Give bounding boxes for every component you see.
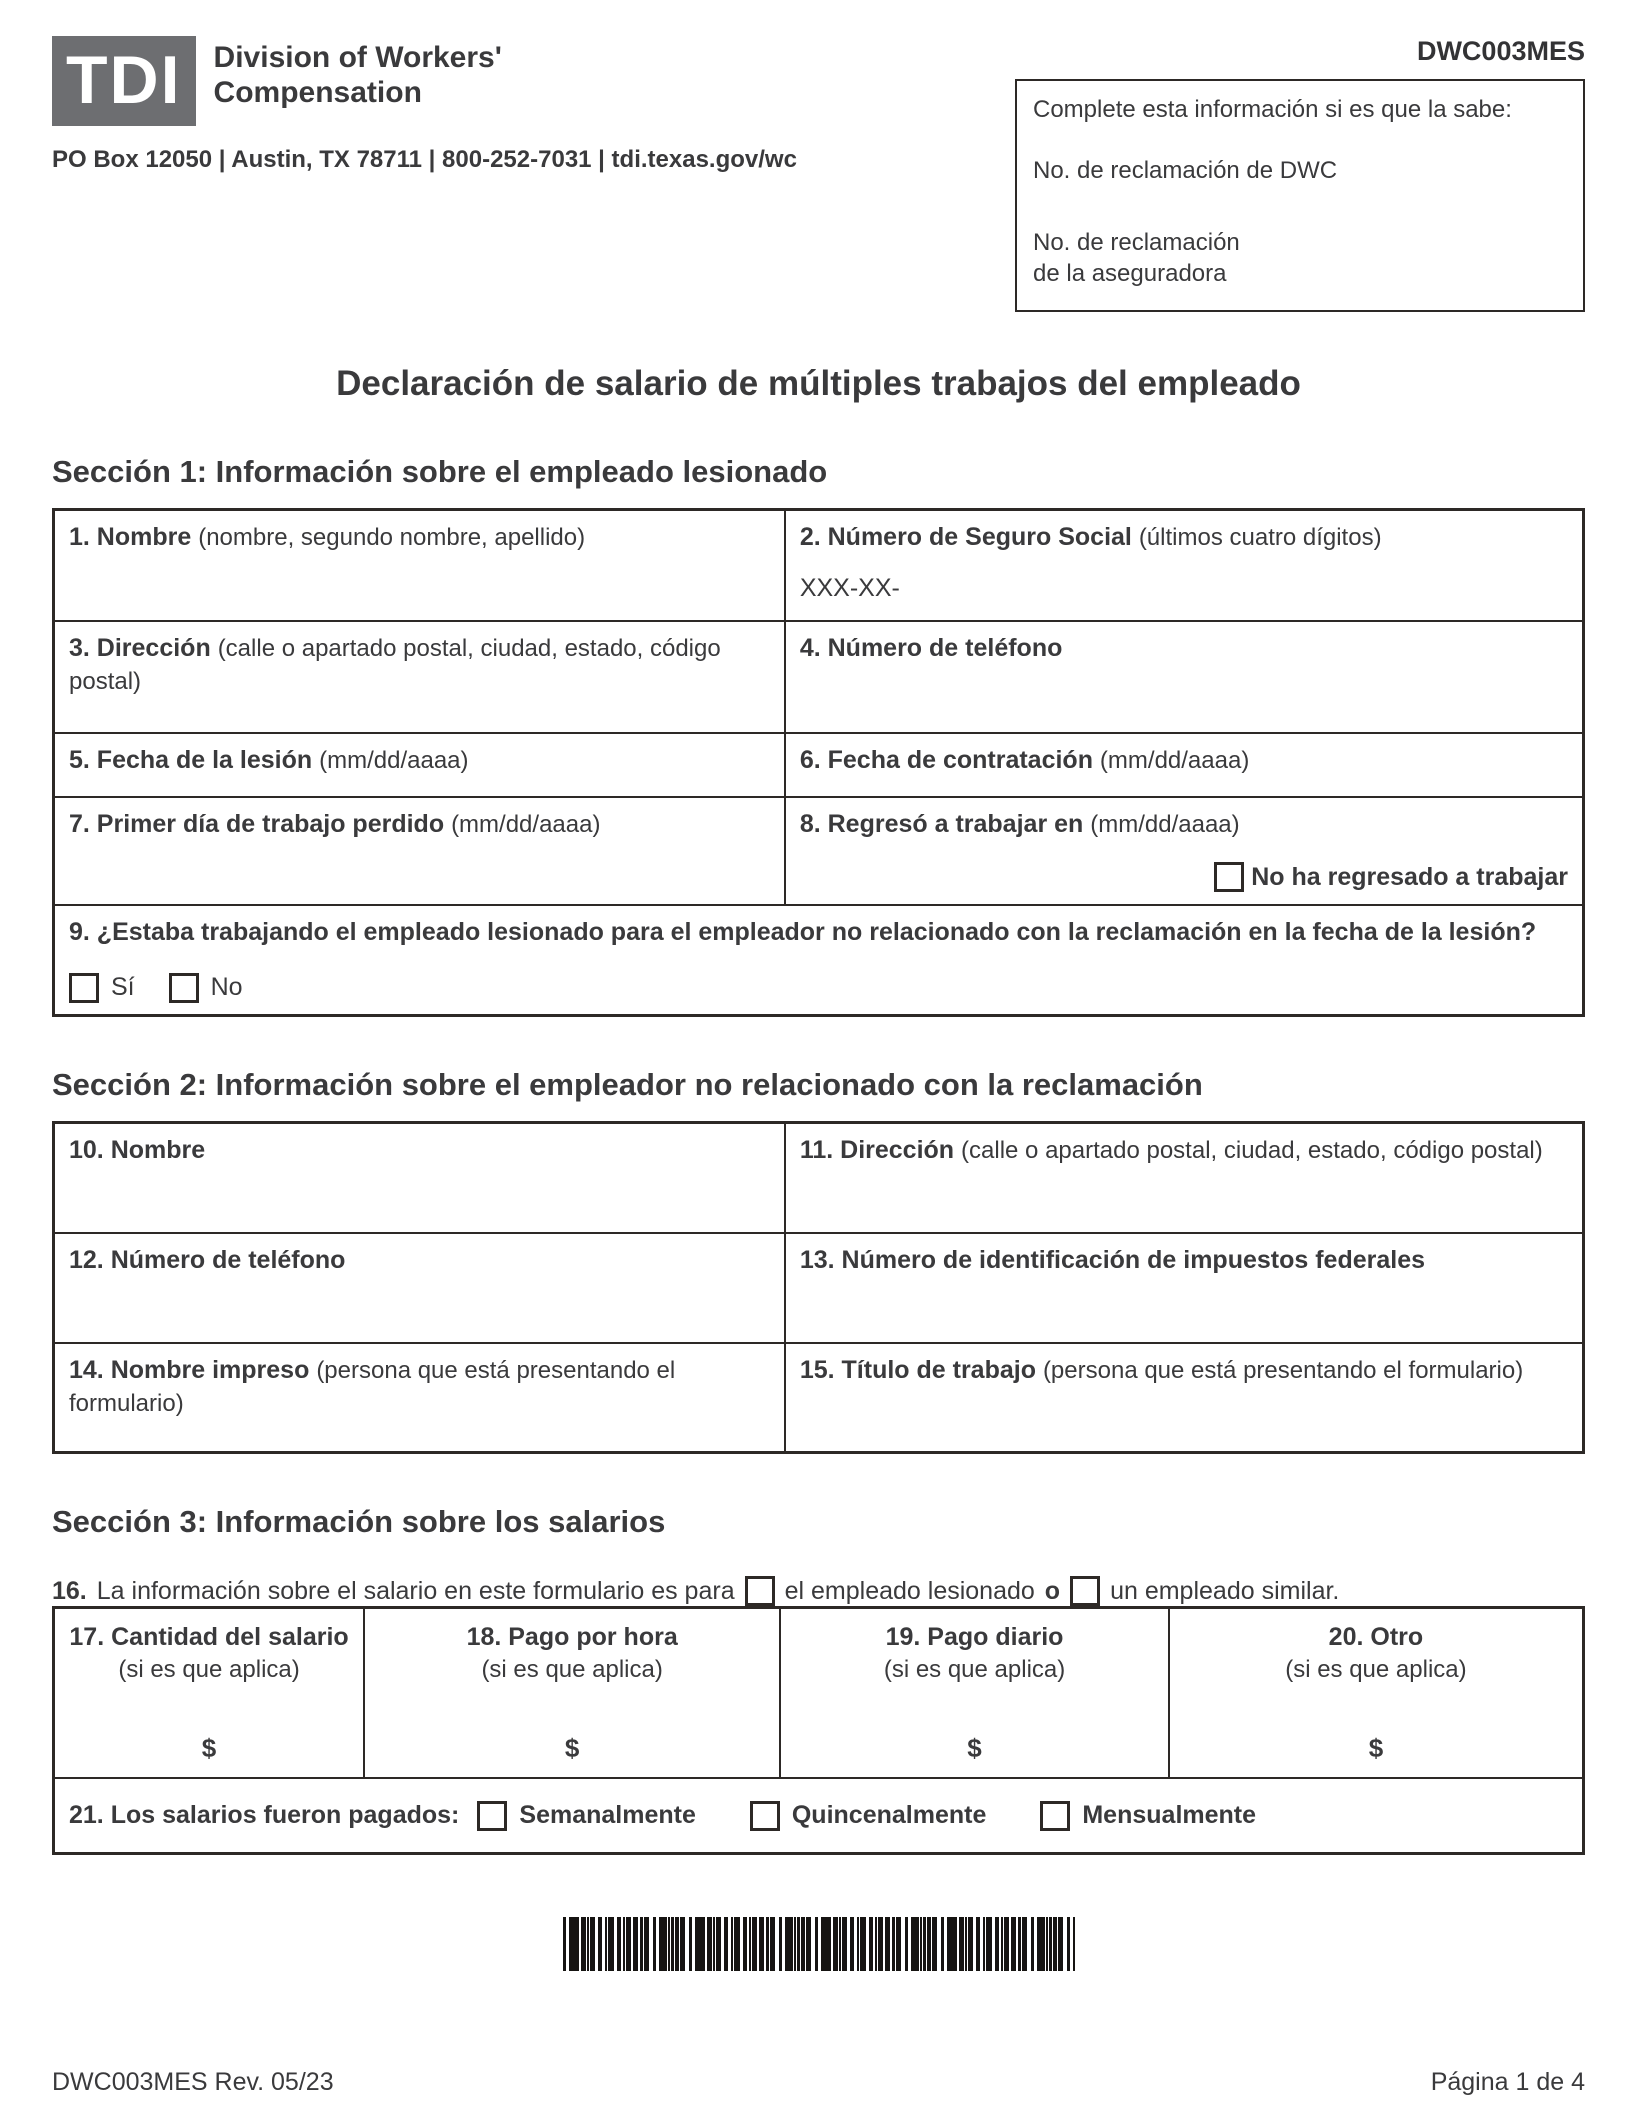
field-17-currency: $ (201, 1732, 217, 1763)
field-3-direccion (54, 621, 785, 733)
checkbox-no-ha-regresado[interactable] (1214, 862, 1244, 892)
table-row (54, 905, 1584, 1016)
biweekly-label: Quincenalmente (791, 1801, 987, 1830)
field-1-label: 1. Nombre (69, 522, 192, 551)
field-15-titulo-trabajo (785, 1343, 1584, 1453)
header-right (1015, 36, 1585, 312)
field-15-label: 15. Título de trabajo (799, 1355, 1036, 1384)
logo-row (52, 36, 797, 126)
no-return-label: No ha regresado a trabajar (1251, 863, 1568, 892)
field-2-header (800, 521, 1568, 554)
field-10-nombre (54, 1123, 785, 1233)
field-8-regreso-trabajar (785, 797, 1584, 905)
header (52, 36, 1585, 312)
field-16-text: La información sobre el salario en este formulario es para (96, 1576, 735, 1605)
field-6-label: 6. Fecha de contratación (799, 746, 1093, 775)
field-9-question: 9. ¿Estaba trabajando el empleado lesionado para el empleador no relacionado con la reclamación en la fecha de la lesión? (69, 918, 1537, 947)
field-17-cantidad-salario (54, 1608, 365, 1778)
table-row (54, 733, 1584, 797)
table-row (54, 1123, 1584, 1233)
field-18-currency: $ (564, 1732, 580, 1763)
field-15-hint: (persona que está presentando el formulario) (1042, 1356, 1524, 1384)
no-return-option (800, 861, 1568, 894)
field-9-question-cell (54, 905, 1584, 1016)
field-20-currency: $ (1368, 1732, 1384, 1763)
field-20-label: 20. Otro (1328, 1623, 1424, 1652)
division-line1: Division of Workers' (213, 41, 502, 74)
field-16-option2: un empleado similar. (1110, 1576, 1340, 1605)
field-4-label: 4. Número de teléfono (799, 634, 1063, 663)
field-13-label: 13. Número de identificación de impuestos federales (799, 1245, 1426, 1274)
section2-table (52, 1121, 1585, 1454)
field-16-line (52, 1576, 1585, 1606)
field-18-label: 18. Pago por hora (466, 1623, 678, 1652)
field-5-fecha-lesion (54, 733, 785, 797)
field-11-hint: (calle o apartado postal, ciudad, estado, código postal) (961, 1137, 1543, 1165)
weekly-option (477, 1799, 695, 1832)
checkbox-empleado-lesionado[interactable] (745, 1576, 775, 1606)
field-6-fecha-contratacion (785, 733, 1584, 797)
ssn-prefix-value: XXX-XX- (799, 573, 900, 602)
checkbox-quincenalmente[interactable] (750, 1801, 780, 1831)
division-line2: Compensation (213, 76, 422, 110)
section1-heading: Sección 1: Información sobre el empleado lesionado (52, 453, 828, 489)
wage-table (52, 1606, 1585, 1855)
carrier-claim-line2: de la aseguradora (1033, 260, 1227, 288)
section1-table (52, 508, 1585, 1018)
form-code: DWC003MES (1416, 36, 1585, 66)
checkbox-semanalmente[interactable] (477, 1801, 507, 1831)
field-2-label: 2. Número de Seguro Social (799, 522, 1132, 551)
field-7-hint: (mm/dd/aaaa) (451, 811, 601, 839)
carrier-claim-line1: No. de reclamación (1033, 229, 1240, 257)
table-row (54, 1343, 1584, 1453)
field-5-label: 5. Fecha de la lesión (69, 746, 313, 775)
field-9-options (69, 971, 1568, 1004)
field-13-id-impuestos (785, 1233, 1584, 1343)
field-11-label: 11. Dirección (799, 1136, 955, 1165)
field-19-hint: (si es que aplica) (883, 1656, 1066, 1684)
table-row (54, 509, 1584, 621)
agency-block (52, 36, 797, 174)
form-title: Declaración de salario de múltiples trabajos del empleado (336, 363, 1301, 403)
field-8-label: 8. Regresó a trabajar en (799, 810, 1084, 839)
field-21-label: 21. Los salarios fueron pagados: (69, 1801, 460, 1830)
field-14-label: 14. Nombre impreso (69, 1355, 310, 1384)
field-17-hint: (si es que aplica) (118, 1656, 300, 1684)
field-1-nombre (54, 509, 785, 621)
claim-info-box (1015, 79, 1585, 312)
field-21-line (69, 1799, 1568, 1832)
field-18-hint: (si es que aplica) (481, 1656, 663, 1684)
weekly-label: Semanalmente (519, 1801, 696, 1830)
field-4-telefono (785, 621, 1584, 733)
table-row (54, 797, 1584, 905)
field-2-seguro-social (785, 509, 1584, 621)
field-16-connector: o (1044, 1576, 1061, 1605)
table-row (54, 621, 1584, 733)
field-7-primer-dia-perdido (54, 797, 785, 905)
monthly-label: Mensualmente (1082, 1801, 1257, 1830)
field-14-nombre-impreso (54, 1343, 785, 1453)
monthly-option (1040, 1799, 1256, 1832)
table-row (54, 1608, 1584, 1778)
field-19-label: 19. Pago diario (885, 1623, 1064, 1652)
dwc-claim-label: No. de reclamación de DWC (1033, 156, 1338, 184)
footer (52, 2068, 1585, 2101)
carrier-claim-label (1033, 228, 1567, 289)
field-3-hint: (calle o apartado postal, ciudad, estado, código postal) (69, 635, 721, 696)
field-5-hint: (mm/dd/aaaa) (319, 747, 469, 775)
yes-label: Sí (111, 973, 135, 1002)
field-8-header (800, 808, 1568, 841)
barcode-image (563, 1917, 1075, 1971)
field-19-currency: $ (967, 1732, 982, 1763)
field-21-pagados-cell (54, 1778, 1584, 1854)
footer-revision: DWC003MES Rev. 05/23 (52, 2068, 334, 2096)
tdi-logo: TDI (52, 36, 196, 126)
checkbox-mensualmente[interactable] (1040, 1801, 1070, 1831)
field-11-direccion (785, 1123, 1584, 1233)
field-7-label: 7. Primer día de trabajo perdido (69, 810, 445, 839)
info-box-instruction: Complete esta información si es que la sabe: (1033, 96, 1512, 123)
no-label: No (210, 973, 243, 1002)
section2-heading: Sección 2: Información sobre el empleador no relacionado con la reclamación (52, 1067, 1203, 1103)
field-20-hint: (si es que aplica) (1285, 1656, 1467, 1684)
field-3-label: 3. Dirección (69, 634, 211, 663)
no-option (169, 971, 243, 1004)
footer-page-number: Página 1 de 4 (1430, 2068, 1585, 2096)
checkbox-si[interactable] (69, 973, 99, 1003)
checkbox-no[interactable] (169, 973, 199, 1003)
field-8-hint: (mm/dd/aaaa) (1090, 811, 1240, 839)
field-19-pago-diario (780, 1608, 1169, 1778)
field-2-hint: (últimos cuatro dígitos) (1138, 523, 1382, 551)
field-16-number: 16. (52, 1576, 87, 1605)
table-row (54, 1778, 1584, 1854)
agency-address: PO Box 12050 | Austin, TX 78711 | 800-252-7031 | tdi.texas.gov/wc (52, 146, 797, 173)
field-18-pago-hora (364, 1608, 780, 1778)
biweekly-option (750, 1799, 987, 1832)
field-12-label: 12. Número de teléfono (69, 1245, 346, 1274)
field-10-label: 10. Nombre (69, 1136, 206, 1165)
yes-option (69, 971, 135, 1004)
field-1-hint: (nombre, segundo nombre, apellido) (198, 523, 586, 551)
table-row (54, 1233, 1584, 1343)
field-6-hint: (mm/dd/aaaa) (1099, 747, 1250, 775)
checkbox-empleado-similar[interactable] (1070, 1576, 1100, 1606)
division-name (214, 36, 502, 110)
field-20-otro (1169, 1608, 1584, 1778)
section3-heading: Sección 3: Información sobre los salarios (52, 1504, 666, 1540)
field-14-hint: (persona que está presentando el formulario) (69, 1356, 676, 1417)
field-17-label: 17. Cantidad del salario (69, 1623, 349, 1652)
field-12-telefono (54, 1233, 785, 1343)
field-16-option1: el empleado lesionado (784, 1576, 1035, 1605)
